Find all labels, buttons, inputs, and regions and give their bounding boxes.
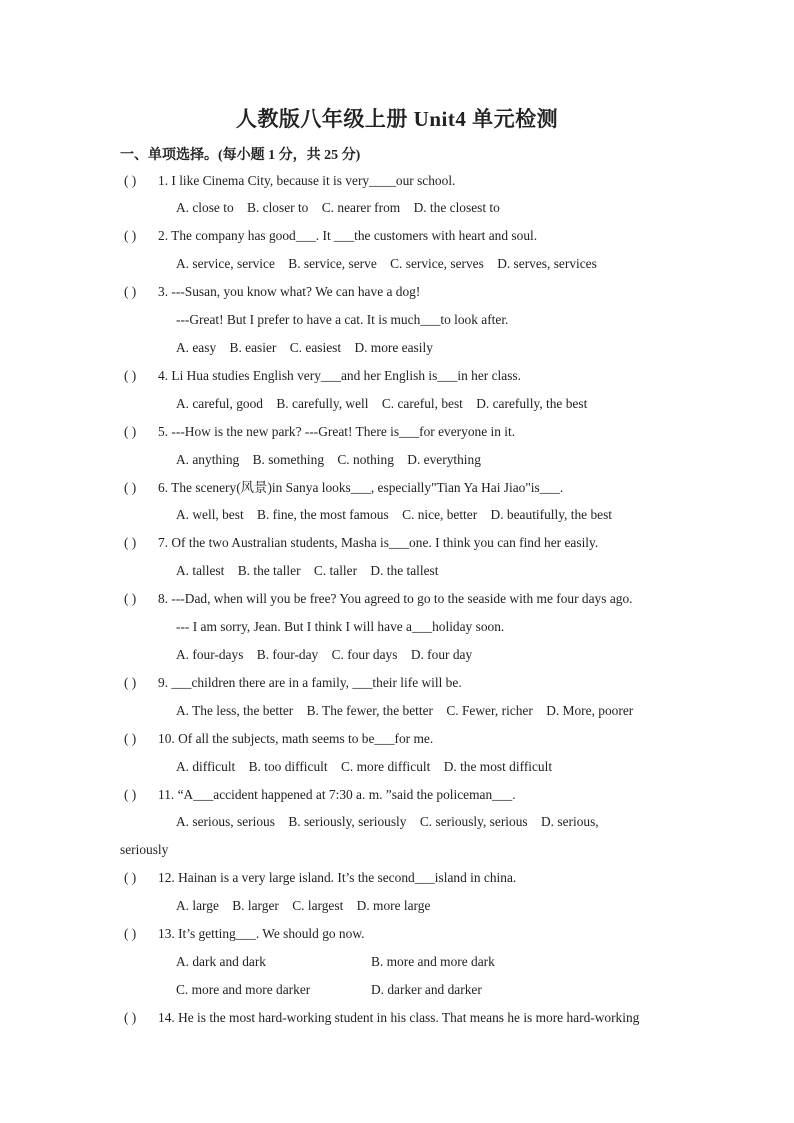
answer-blank[interactable]: ( ) xyxy=(124,228,137,243)
question-8 xyxy=(124,591,633,607)
option-c: C. nice, better xyxy=(402,507,478,522)
option-c: C. largest xyxy=(292,898,344,913)
question-stem: 3. ---Susan, you know what? We can have a dog! xyxy=(158,284,421,299)
option-a: A. anything xyxy=(176,452,240,467)
option-a: A. large xyxy=(176,898,219,913)
question-14 xyxy=(124,1010,639,1026)
option-b: B. too difficult xyxy=(248,759,328,774)
question-2 xyxy=(124,228,537,244)
option-d: D. four day xyxy=(410,647,473,662)
option-b: B. something xyxy=(252,452,325,467)
option-c: C. service, serves xyxy=(390,256,484,271)
question-4 xyxy=(124,368,521,384)
answer-blank[interactable]: ( ) xyxy=(124,1010,137,1025)
question-13-options-row1 xyxy=(176,954,576,970)
option-c: C. Fewer, richer xyxy=(446,703,533,718)
option-c: C. more difficult xyxy=(340,759,431,774)
question-stem: 10. Of all the subjects, math seems to be___for me. xyxy=(158,731,434,746)
option-b: B. more and more dark xyxy=(371,954,495,969)
option-d: D. beautifully, the best xyxy=(490,507,613,522)
option-a: A. service, service xyxy=(176,256,275,271)
option-d: D. carefully, the best xyxy=(476,396,588,411)
document-title: 人教版八年级上册 Unit4 单元检测 xyxy=(235,107,559,131)
question-stem: 14. He is the most hard-working student in his class. That means he is more hard-working xyxy=(158,1010,640,1025)
answer-blank[interactable]: ( ) xyxy=(124,424,137,439)
question-8-options xyxy=(176,647,472,663)
question-10 xyxy=(124,731,433,747)
option-d: D. the most difficult xyxy=(443,759,553,774)
question-stem: 6. The scenery(风景)in Sanya looks___, especially"Tian Ya Hai Jiao"is___. xyxy=(158,480,564,495)
question-8-dialogue: --- I am sorry, Jean. But I think I will have a___holiday soon. xyxy=(176,619,505,634)
question-2-options xyxy=(176,256,597,272)
question-5-options xyxy=(176,452,481,468)
option-b: B. service, serve xyxy=(288,256,377,271)
question-stem: 4. Li Hua studies English very___and her English is___in her class. xyxy=(158,368,521,383)
answer-blank[interactable]: ( ) xyxy=(124,535,137,550)
question-11-options-wrap: seriously xyxy=(120,842,169,857)
option-b: B. The fewer, the better xyxy=(306,703,433,718)
answer-blank[interactable]: ( ) xyxy=(124,731,137,746)
option-a: A. dark and dark xyxy=(176,954,266,969)
option-b: B. larger xyxy=(232,898,279,913)
option-a: A. careful, good xyxy=(176,396,264,411)
answer-blank[interactable]: ( ) xyxy=(124,870,137,885)
question-1-options xyxy=(176,200,500,216)
answer-blank[interactable]: ( ) xyxy=(124,480,137,495)
option-d: D. darker and darker xyxy=(371,982,482,997)
question-4-options xyxy=(176,396,587,412)
option-c: C. nothing xyxy=(337,452,394,467)
question-11-options: A. serious, serious B. seriously, seriously C. seriously, serious D. serious, xyxy=(176,814,599,829)
option-d: D. More, poorer xyxy=(546,703,634,718)
answer-blank[interactable]: ( ) xyxy=(124,675,137,690)
option-a: A. easy xyxy=(176,340,217,355)
question-7-options xyxy=(176,563,438,579)
option-a: A. close to xyxy=(176,200,234,215)
question-7 xyxy=(124,535,598,551)
question-3 xyxy=(124,284,420,300)
option-b: B. easier xyxy=(229,340,277,355)
option-c: C. careful, best xyxy=(381,396,463,411)
option-d: D. everything xyxy=(407,452,481,467)
question-stem: 5. ---How is the new park? ---Great! There is___for everyone in it. xyxy=(158,424,516,439)
option-d: D. more large xyxy=(356,898,431,913)
option-a: A. difficult xyxy=(176,759,236,774)
option-d: D. serves, services xyxy=(497,256,597,271)
question-stem: 1. I like Cinema City, because it is very____our school. xyxy=(158,173,456,188)
answer-blank[interactable]: ( ) xyxy=(124,926,137,941)
section-heading: 一、单项选择。(每小题 1 分，共 25 分) xyxy=(120,148,361,163)
question-stem: 13. It’s getting___. We should go now. xyxy=(158,926,365,941)
answer-blank[interactable]: ( ) xyxy=(124,173,137,188)
question-1 xyxy=(124,173,455,189)
question-12-options xyxy=(176,898,430,914)
question-stem: 12. Hainan is a very large island. It’s the second___island in china. xyxy=(158,870,517,885)
option-a: A. four-days xyxy=(176,647,244,662)
question-10-options xyxy=(176,759,552,775)
question-13 xyxy=(124,926,364,942)
question-3-dialogue: ---Great! But I prefer to have a cat. It is much___to look after. xyxy=(176,312,509,327)
question-12 xyxy=(124,870,516,886)
question-6-options xyxy=(176,507,612,523)
answer-blank[interactable]: ( ) xyxy=(124,787,137,802)
question-stem: 9. ___children there are in a family, ___their life will be. xyxy=(158,675,462,690)
answer-blank[interactable]: ( ) xyxy=(124,368,137,383)
option-c: C. nearer from xyxy=(321,200,401,215)
option-a: A. well, best xyxy=(176,507,244,522)
answer-blank[interactable]: ( ) xyxy=(124,591,137,606)
question-stem: 2. The company has good___. It ___the customers with heart and soul. xyxy=(158,228,538,243)
option-d: D. the closest to xyxy=(413,200,500,215)
option-a: A. tallest xyxy=(176,563,225,578)
option-c: C. easiest xyxy=(289,340,342,355)
question-13-options-row2 xyxy=(176,982,576,998)
question-3-options xyxy=(176,340,433,356)
option-c: C. four days xyxy=(331,647,398,662)
option-c: C. taller xyxy=(313,563,358,578)
option-c: C. more and more darker xyxy=(176,982,311,997)
option-a: A. The less, the better xyxy=(176,703,294,718)
answer-blank[interactable]: ( ) xyxy=(124,284,137,299)
question-5 xyxy=(124,424,515,440)
option-b: B. fine, the most famous xyxy=(257,507,389,522)
option-b: B. four-day xyxy=(256,647,319,662)
question-stem: 7. Of the two Australian students, Masha is___one. I think you can find her easily. xyxy=(158,535,599,550)
question-9-options xyxy=(176,703,633,719)
question-6 xyxy=(124,480,563,496)
question-stem: 8. ---Dad, when will you be free? You agreed to go to the seaside with me four days ago. xyxy=(158,591,633,606)
question-9 xyxy=(124,675,462,691)
option-b: B. closer to xyxy=(247,200,309,215)
option-d: D. more easily xyxy=(354,340,433,355)
question-11 xyxy=(124,787,516,803)
option-b: B. carefully, well xyxy=(276,396,369,411)
option-b: B. the taller xyxy=(237,563,301,578)
question-stem: 11. “A___accident happened at 7:30 a. m. ”said the policeman___. xyxy=(158,787,516,802)
option-d: D. the tallest xyxy=(370,563,439,578)
